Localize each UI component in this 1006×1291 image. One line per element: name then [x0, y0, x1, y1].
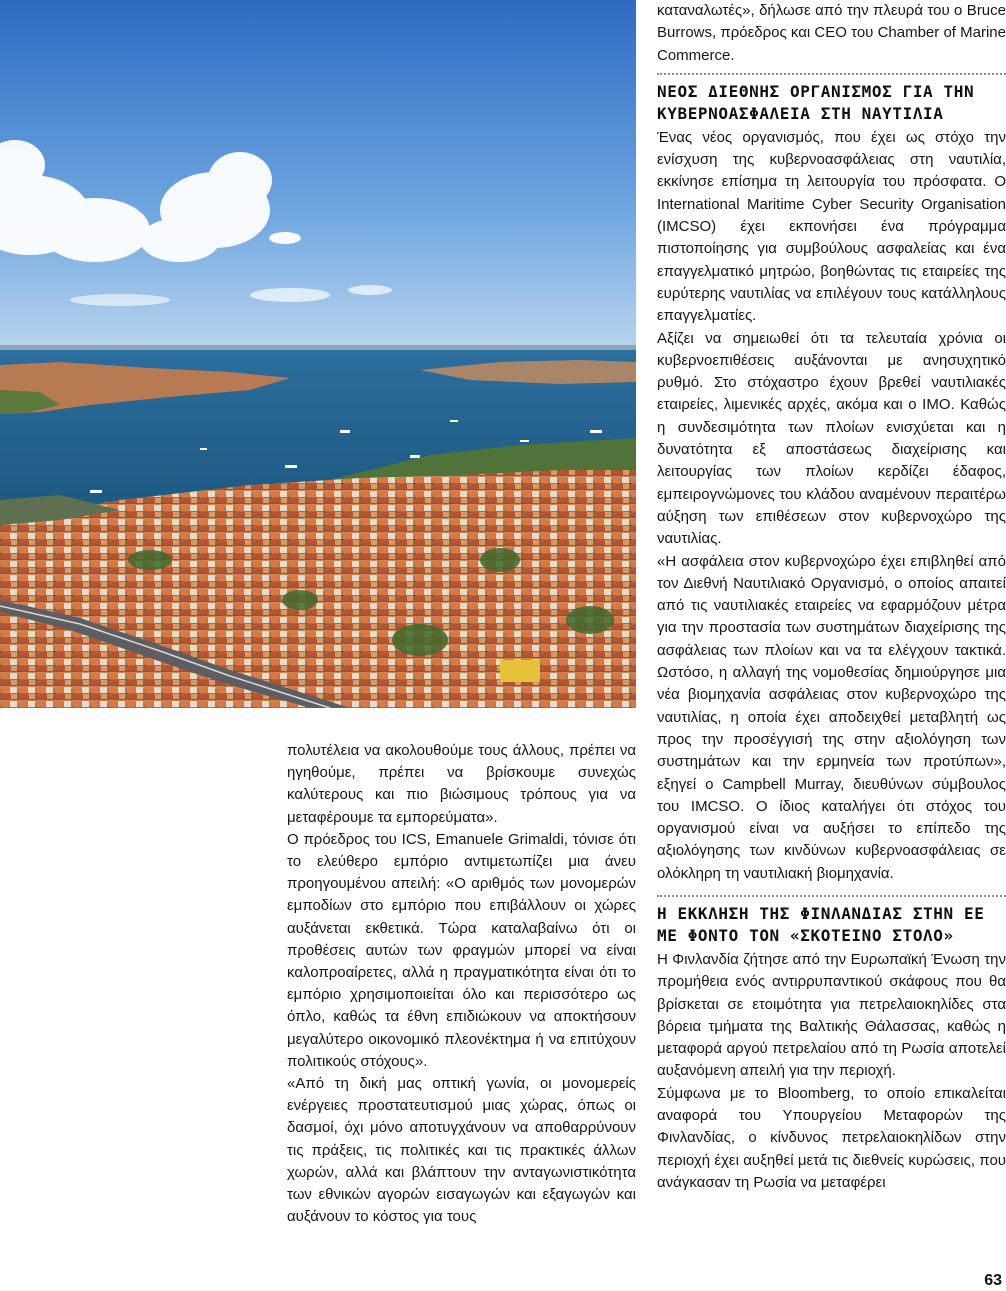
finland-paragraph-1: Η Φινλανδία ζήτησε από την Ευρωπαϊκή Ένωση την προμήθεια ενός αντιρρυπαντικού σκάφους που θα βρίσκεται σε ετοιμότητα για πετρελαιοκηλίδες στα βόρεια τμήματα της Βαλτικής Θάλασσας, καθώς η μεταφορά αργού πετρελαίου από τη Ρωσία αποτελεί αυξανόμενη απειλή για την περιοχή. [657, 950, 1006, 1080]
cybersecurity-paragraph-1: Ένας νέος οργανισμός, που έχει ως στόχο την ενίσχυση της κυβερνοασφάλειας στη ναυτιλία, εκκίνησε επίσημα τη λειτουργία του πρόσφατα. Ο International Maritime Cyber Security Organisation (IMCSO) έχει εκπονήσει ένα πρόγραμμα πιστοποίησης για συμβούλους ασφαλείας και ένα επαγγελματικό μητρώο, βοηθώντας τις εταιρείες της ευρύτερης ναυτιλίας να επιλέγουν τους κατάλληλους επαγγελματίες. [657, 128, 1006, 325]
finland-paragraph-2: Σύμφωνα με το Bloomberg, το οποίο επικαλείται αναφορά του Υπουργείου Μεταφορών της Φινλανδίας, ο κίνδυνος πετρελαιοκηλίδων στην περιοχή έχει αυξηθεί μετά τις διεθνείς κυρώσεις, που ανάγκασαν τη Ρωσία να μεταφέρει [657, 1084, 1006, 1191]
left-paragraph-3: «Από τη δική μας οπτική γωνία, οι μονομερείς ενέργειες προστατευτισμού μιας χώρας, όπως οι δασμοί, όχι μόνο αποτυγχάνουν να αποθαρρύνουν τις πράξεις, τις πολιτικές και τις πρακτικές άλλων χωρών, αλλά και βλάπτουν την ανταγωνιστικότητα των εθνικών αγορών εισαγωγών και εξαγωγών και αυξάνουν το κόστος για τους [287, 1075, 636, 1226]
photo-illustration [0, 0, 636, 708]
section-divider [657, 895, 1006, 897]
section-divider [657, 73, 1006, 75]
cybersecurity-paragraph-2: Αξίζει να σημειωθεί ότι τα τελευταία χρόνια οι κυβερνοεπιθέσεις αυξάνονται με ανησυχητικό ρυθμό. Στο στόχαστρο έχουν βρεθεί ναυτιλιακές εταιρείες, λιμενικές αρχές, ακόμα και ο IMO. Καθώς η συνδεσιμότητα των πλοίων ενισχύεται και η δυνατότητα εξ αποστάσεως διαχείρισης και λειτουργίας των πλοίων κερδίζει έδαφος, εμπειρογνώμονες του κλάδου αναμένουν περαιτέρω αύξηση των επιθέσεων στον κυβερνοχώρο της ναυτιλίας. [657, 329, 1006, 548]
left-paragraph-2: Ο πρόεδρος του ICS, Emanuele Grimaldi, τόνισε ότι το ελεύθερο εμπόριο αντιμετωπίζει μια άνευ προηγουμένου απειλή: «Ο αριθμός των μονομερών εμποδίων στο εμπόριο που επιβάλλουν οι χώρες αυξάνεται εκθετικά. Τώρα καταλαβαίνω ότι οι προθέσεις αυτών των φραγμών μπορεί να είναι καλοπροαίρετες, αλλά η πραγματικότητα είναι ότι το εμπόριο χρησιμοποιείται όλο και περισσότερο ως όπλο, καθώς τα έθνη επιδιώκουν να αποκτήσουν μεγαλύτερο οικονομικό πλεονέκτημα ή να επιτύχουν πολιτικούς στόχους». [287, 830, 636, 1070]
page-number: 63 [984, 1272, 1002, 1289]
right-text-column [657, 0, 1006, 1194]
left-text-column [287, 740, 636, 1228]
right-intro-paragraph: καταναλωτές», δήλωσε από την πλευρά του ο Bruce Burrows, πρόεδρος και CEO του Chamber of Marine Commerce. [657, 2, 1006, 64]
cybersecurity-paragraph-3: «Η ασφάλεια στον κυβερνοχώρο έχει επιβληθεί από τον Διεθνή Ναυτιλιακό Οργανισμό, ο οποίος απαιτεί από τις ναυτιλιακές εταιρείες να εφαρμόζουν μέτρα για την προστασία των συστημάτων διαχείρισης της ασφάλειας των πλοίων και να τα ελέγχουν τακτικά. Ωστόσο, η αλλαγή της νομοθεσίας δημιούργησε μια νέα βιομηχανία ασφάλειας στον κυβερνοχώρο της ναυτιλίας, η οποία έχει αποδειχθεί μεταβλητή ως προς την προσέγγισή της στην αξιολόγηση των συστημάτων και την ερμηνεία των προτύπων», εξηγεί ο Campbell Murray, διευθύνων σύμβουλος του IMCSO. Ο ίδιος καταλήγει ότι στόχος του οργανισμού είναι να αυξήσει το επίπεδο της αξιολόγησης των κινδύνων κυβερνοασφάλειας σε ολόκληρη τη ναυτιλιακή βιομηχανία. [657, 552, 1006, 882]
section-heading-finland: Η ΕΚΚΛΗΣΗ ΤΗΣ ΦΙΝΛΑΝΔΙΑΣ ΣΤΗΝ ΕΕ ΜΕ ΦΟΝΤΟ ΤΟΝ «ΣΚΟΤΕΙΝΟ ΣΤΟΛΟ» [657, 903, 985, 945]
istanbul-aerial-photo [0, 0, 636, 708]
left-paragraph-1: πολυτέλεια να ακολουθούμε τους άλλους, πρέπει να ηγηθούμε, πρέπει να βρίσκουμε συνεχώς καλύτερους και πιο βιώσιμους τρόπους για να μεταφέρουμε τα εμπορεύματα». [287, 742, 636, 826]
section-heading-cybersecurity: ΝΕΟΣ ΔΙΕΘΝΗΣ ΟΡΓΑΝΙΣΜΟΣ ΓΙΑ ΤΗΝ ΚΥΒΕΡΝΟΑΣΦΑΛΕΙΑ ΣΤΗ ΝΑΥΤΙΛΙΑ [657, 81, 975, 123]
